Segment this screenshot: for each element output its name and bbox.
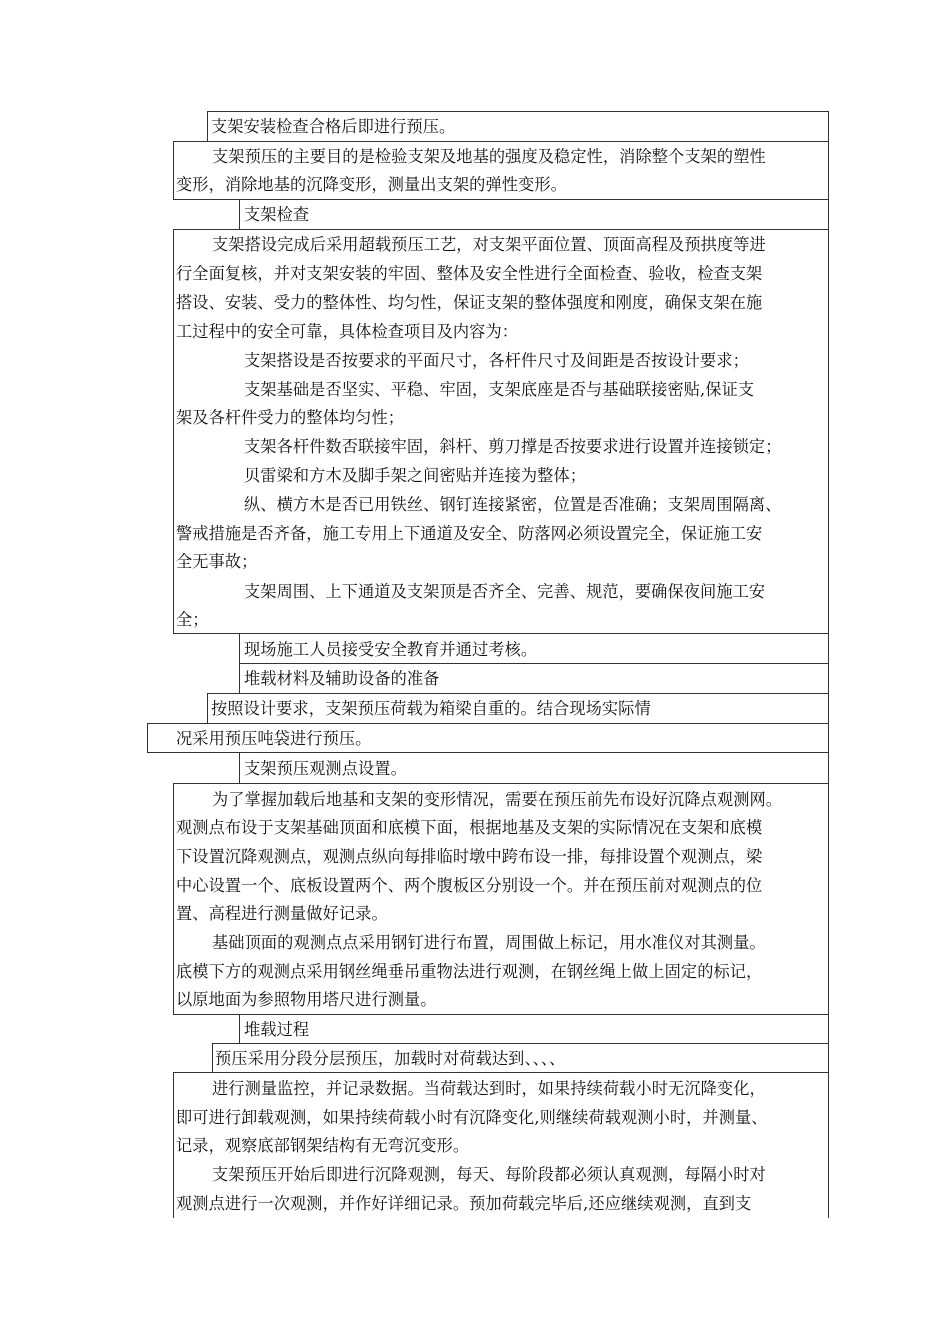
text-line: 置、高程进行测量做好记录。 (176, 904, 388, 923)
text-line: 支架搭设完成后采用超载预压工艺，对支架平面位置、顶面高程及预拱度等进 (212, 235, 766, 254)
text-line: 支架周围、上下通道及支架顶是否齐全、完善、规范，要确保夜间施工安 (244, 582, 766, 601)
text-line: 观测点进行一次观测，并作好详细记录。预加荷载完毕后,还应继续观测，直到支 (176, 1194, 752, 1213)
text-line: 为了掌握加载后地基和支架的变形情况，需要在预压前先布设好沉降点观测网。 (212, 790, 783, 809)
text-line: 底模下方的观测点采用钢丝绳垂吊重物法进行观测，在钢丝绳上做上固定的标记， (176, 962, 763, 981)
text-line: 况采用预压吨袋进行预压。 (176, 729, 372, 748)
section-heading: 支架预压观测点设置。 (244, 759, 407, 778)
text-line: 工过程中的安全可靠，具体检查项目及内容为： (176, 322, 519, 341)
text-line: 支架基础是否坚实、平稳、牢固，支架底座是否与基础联接密贴,保证支 (244, 380, 755, 399)
text-line: 下设置沉降观测点，观测点纵向每排临时墩中跨布设一排，每排设置个观测点，梁 (176, 847, 763, 866)
text-line: 警戒措施是否齐备，施工专用上下通道及安全、防落网必须设置完全，保证施工安 (176, 524, 763, 543)
text-line: 纵、横方木是否已用铁丝、钢钉连接紧密，位置是否准确；支架周围隔离、 (244, 495, 782, 514)
text-line: 即可进行卸载观测，如果持续荷载小时有沉降变化,则继续荷载观测小时，并测量、 (176, 1108, 768, 1127)
text-line: 全； (176, 610, 209, 629)
text-line: 搭设、安装、受力的整体性、均匀性，保证支架的整体强度和刚度，确保支架在施 (176, 293, 763, 312)
text-line: 以原地面为参照物用塔尺进行测量。 (176, 990, 437, 1009)
text-line: 支架预压开始后即进行沉降观测，每天、每阶段都必须认真观测，每隔小时对 (212, 1165, 766, 1184)
text-line: 行全面复核，并对支架安装的牢固、整体及安全性进行全面检查、验收，检查支架 (176, 264, 763, 283)
frame-b11 (239, 1014, 829, 1044)
text-line: 按照设计要求，支架预压荷载为箱梁自重的。结合现场实际情 (211, 699, 651, 718)
section-heading: 支架检查 (244, 205, 310, 224)
text-line: 基础顶面的观测点点采用钢钉进行布置，周围做上标记，用水准仪对其测量。 (212, 933, 766, 952)
text-line: 架及各杆件受力的整体均匀性； (176, 408, 405, 427)
text-line: 全无事故； (176, 552, 258, 571)
text-line: 进行测量监控，并记录数据。当荷载达到时，如果持续荷载小时无沉降变化， (212, 1079, 766, 1098)
text-line: 中心设置一个、底板设置两个、两个腹板区分别设一个。并在预压前对观测点的位 (176, 876, 763, 895)
text-line: 观测点布设于支架基础顶面和底模下面，根据地基及支架的实际情况在支架和底模 (176, 818, 763, 837)
text-line: 预压采用分段分层预压，加载时对荷载达到、、、、 (215, 1049, 566, 1068)
text-line: 支架搭设是否按要求的平面尺寸，各杆件尺寸及间距是否按设计要求； (244, 351, 749, 370)
text-line: 支架安装检查合格后即进行预压。 (211, 117, 456, 136)
text-line: 支架各杆件数否联接牢固，斜杆、剪刀撑是否按要求进行设置并连接锁定； (244, 437, 782, 456)
section-heading: 堆载过程 (244, 1020, 310, 1039)
text-line: 贝雷梁和方木及脚手架之间密贴并连接为整体； (244, 466, 587, 485)
text-line: 记录，观察底部钢架结构有无弯沉变形。 (176, 1136, 470, 1155)
frame-b3 (239, 199, 829, 230)
text-line: 现场施工人员接受安全教育并通过考核。 (244, 640, 538, 659)
section-heading: 堆载材料及辅助设备的准备 (244, 669, 440, 688)
text-line: 支架预压的主要目的是检验支架及地基的强度及稳定性，消除整个支架的塑性 (212, 147, 766, 166)
text-line: 变形，消除地基的沉降变形，测量出支架的弹性变形。 (176, 175, 567, 194)
